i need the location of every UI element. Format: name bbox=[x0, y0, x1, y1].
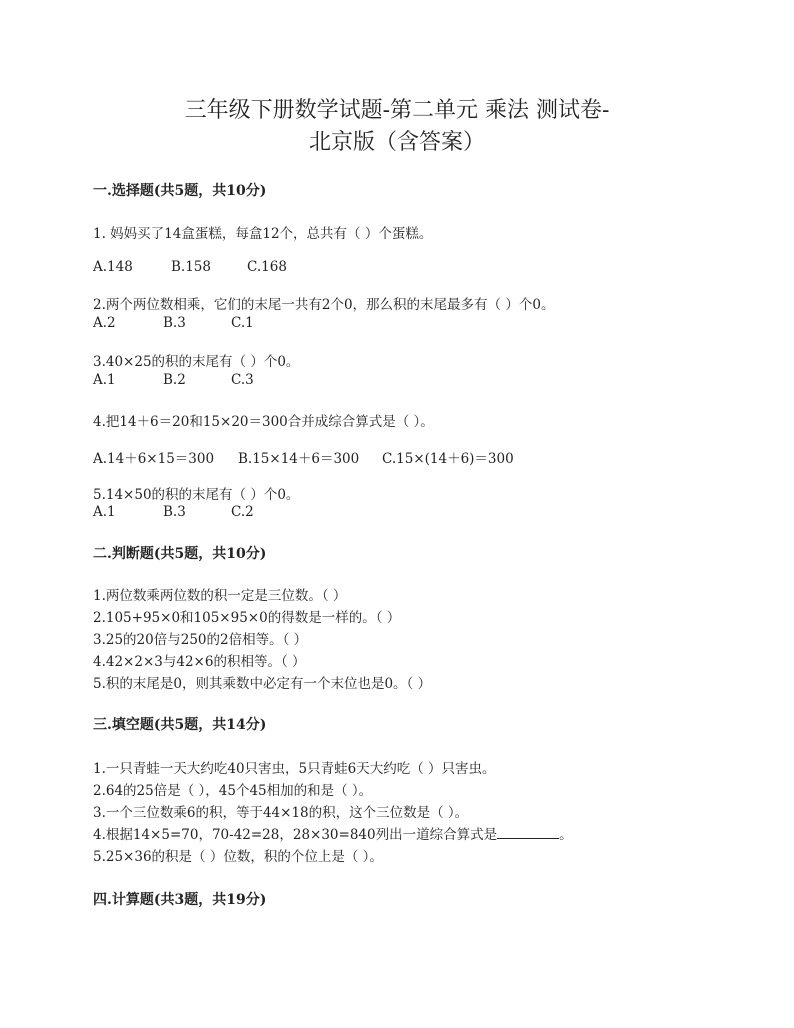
fill-blank-4 bbox=[93, 823, 573, 843]
question-5: 5.14×50的积的末尾有（ ）个0。 bbox=[93, 487, 300, 503]
option-c: C.168 bbox=[247, 259, 287, 275]
question-3: 3.40×25的积的末尾有（ ）个0。 bbox=[93, 354, 300, 370]
fill-blank-1: 1.一只青蛙一天大约吃40只害虫，5只青蛙6天大约吃（ ）只害虫。 bbox=[93, 761, 496, 777]
option-a: A.2 bbox=[93, 315, 116, 331]
judgement-5: 5.积的末尾是0，则其乘数中必定有一个末位也是0。（ ） bbox=[93, 676, 432, 692]
question-3-options bbox=[93, 372, 254, 388]
question-4: 4.把14＋6＝20和15×20＝300合并成综合算式是（ ）。 bbox=[93, 414, 434, 430]
judgement-4: 4.42×2×3与42×6的积相等。（ ） bbox=[93, 654, 306, 670]
fill-blank-3: 3.一个三位数乘6的积，等于44×18的积，这个三位数是（ ）。 bbox=[93, 805, 469, 821]
fill-blank-5: 5.25×36的积是（ ）位数，积的个位上是（ ）。 bbox=[93, 849, 383, 865]
section-3-heading: 三.填空题(共5题，共14分) bbox=[93, 717, 267, 733]
judgement-1: 1.两位数乘两位数的积一定是三位数。（ ） bbox=[93, 588, 347, 604]
option-c: C.3 bbox=[231, 372, 254, 388]
option-b: B.3 bbox=[163, 315, 186, 331]
section-2-heading: 二.判断题(共5题，共10分) bbox=[93, 546, 267, 562]
judgement-3: 3.25的20倍与250的2倍相等。（ ） bbox=[93, 632, 308, 648]
question-1-options bbox=[93, 259, 287, 275]
question-2: 2.两个两位数相乘，它们的末尾一共有2个0，那么积的末尾最多有（ ）个0。 bbox=[93, 297, 555, 313]
option-b: B.3 bbox=[163, 504, 186, 520]
fill-blank-4-end: 。 bbox=[559, 827, 573, 843]
answer-blank-line bbox=[497, 826, 559, 839]
option-a: A.1 bbox=[93, 372, 116, 388]
option-b: B.15×14＋6＝300 bbox=[238, 451, 360, 467]
option-c: C.15×(14＋6)＝300 bbox=[382, 451, 514, 467]
section-1-heading: 一.选择题(共5题，共10分) bbox=[93, 183, 267, 199]
option-b: B.158 bbox=[171, 259, 211, 275]
fill-blank-2: 2.64的25倍是（ ），45个45相加的和是（ ）。 bbox=[93, 783, 373, 799]
question-5-options bbox=[93, 504, 254, 520]
question-2-options bbox=[93, 315, 254, 331]
option-a: A.1 bbox=[93, 504, 116, 520]
option-a: A.148 bbox=[93, 259, 133, 275]
option-a: A.14＋6×15＝300 bbox=[93, 451, 215, 467]
option-c: C.1 bbox=[231, 315, 254, 331]
judgement-2: 2.105+95×0和105×95×0的得数是一样的。（ ） bbox=[93, 610, 401, 626]
option-b: B.2 bbox=[163, 372, 186, 388]
section-4-heading: 四.计算题(共3题，共19分) bbox=[93, 892, 267, 908]
question-4-options bbox=[93, 447, 514, 467]
fill-blank-4-text: 4.根据14×5=70，70-42=28，28×30=840列出一道综合算式是 bbox=[93, 827, 498, 843]
title-line-1: 三年级下册数学试题-第二单元 乘法 测试卷- bbox=[184, 98, 610, 123]
option-c: C.2 bbox=[231, 504, 254, 520]
question-1: 1. 妈妈买了14盒蛋糕，每盒12个，总共有（ ）个蛋糕。 bbox=[93, 226, 433, 242]
title-line-2: 北京版（含答案） bbox=[308, 130, 485, 155]
